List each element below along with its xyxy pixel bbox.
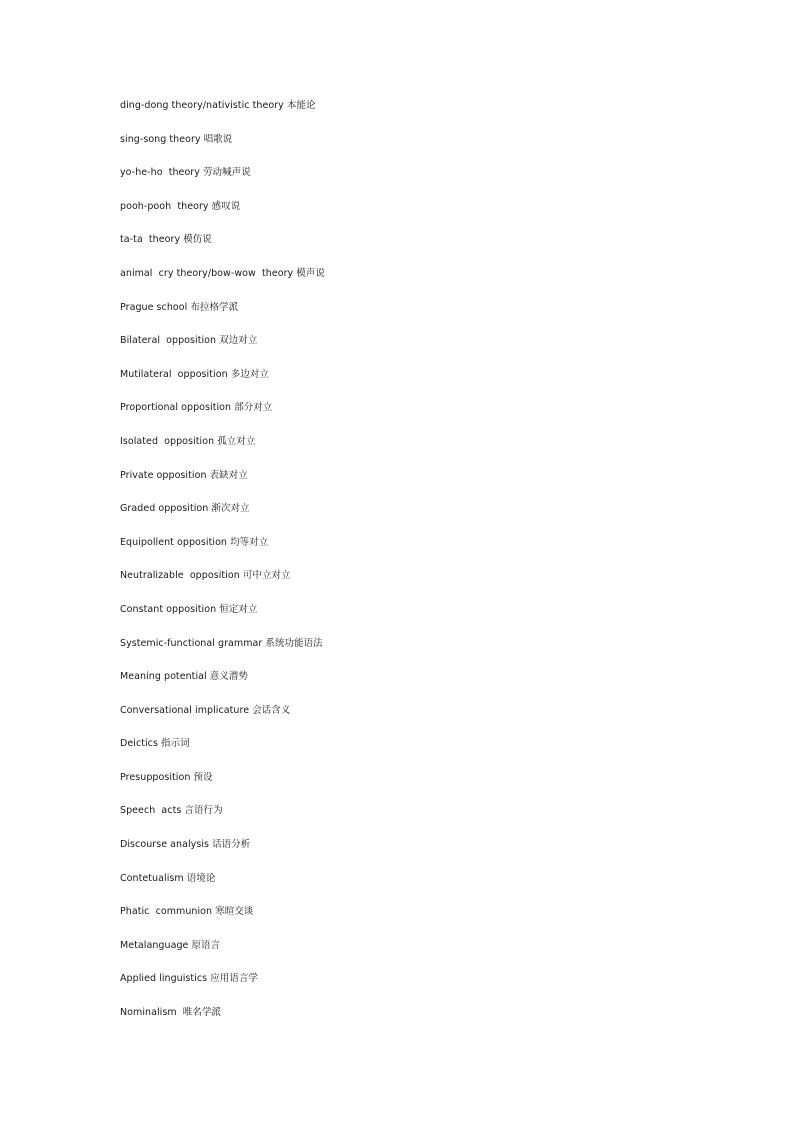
glossary-entry: yo-he-ho theory 劳动喊声说 xyxy=(120,167,251,179)
glossary-entry: Constant opposition 恒定对立 xyxy=(120,603,258,615)
glossary-entry: Isolated opposition 孤立对立 xyxy=(120,435,256,447)
glossary-entry: Private opposition 表缺对立 xyxy=(120,469,248,481)
glossary-entry: Systemic-functional grammar 系统功能语法 xyxy=(120,637,323,649)
glossary-entry: sing-song theory 唱歌说 xyxy=(120,133,233,145)
glossary-entry: Proportional opposition 部分对立 xyxy=(120,402,273,414)
glossary-list xyxy=(120,98,325,1039)
glossary-entry: Contetualism 语境论 xyxy=(120,872,216,884)
glossary-entry: Applied linguistics 应用语言学 xyxy=(120,973,258,985)
glossary-entry: animal cry theory/bow-wow theory 模声说 xyxy=(120,267,325,279)
glossary-entry: Speech acts 言语行为 xyxy=(120,805,223,817)
glossary-entry: Deictics 指示词 xyxy=(120,738,190,750)
glossary-entry: pooh-pooh theory 感叹说 xyxy=(120,200,241,212)
glossary-entry: ta-ta theory 模仿说 xyxy=(120,234,212,246)
glossary-entry: Meaning potential 意义潜势 xyxy=(120,671,248,683)
glossary-entry: Graded opposition 渐次对立 xyxy=(120,503,250,515)
glossary-entry: Conversational implicature 会话含义 xyxy=(120,704,291,716)
glossary-entry: Prague school 布拉格学派 xyxy=(120,301,239,313)
glossary-entry: Equipollent opposition 均等对立 xyxy=(120,536,269,548)
glossary-entry: Metalanguage 原语言 xyxy=(120,939,221,951)
glossary-entry: Phatic communion 寒暄交谈 xyxy=(120,906,254,918)
glossary-entry: Discourse analysis 话语分析 xyxy=(120,839,251,851)
glossary-entry: Bilateral opposition 双边对立 xyxy=(120,335,258,347)
glossary-entry: Presupposition 预设 xyxy=(120,771,213,783)
glossary-entry: Mutilateral opposition 多边对立 xyxy=(120,368,269,380)
glossary-entry: Nominalism 唯名学派 xyxy=(120,1007,221,1019)
glossary-entry: ding-dong theory/nativistic theory 本能论 xyxy=(120,100,316,111)
glossary-entry: Neutralizable opposition 可中立对立 xyxy=(120,570,291,582)
